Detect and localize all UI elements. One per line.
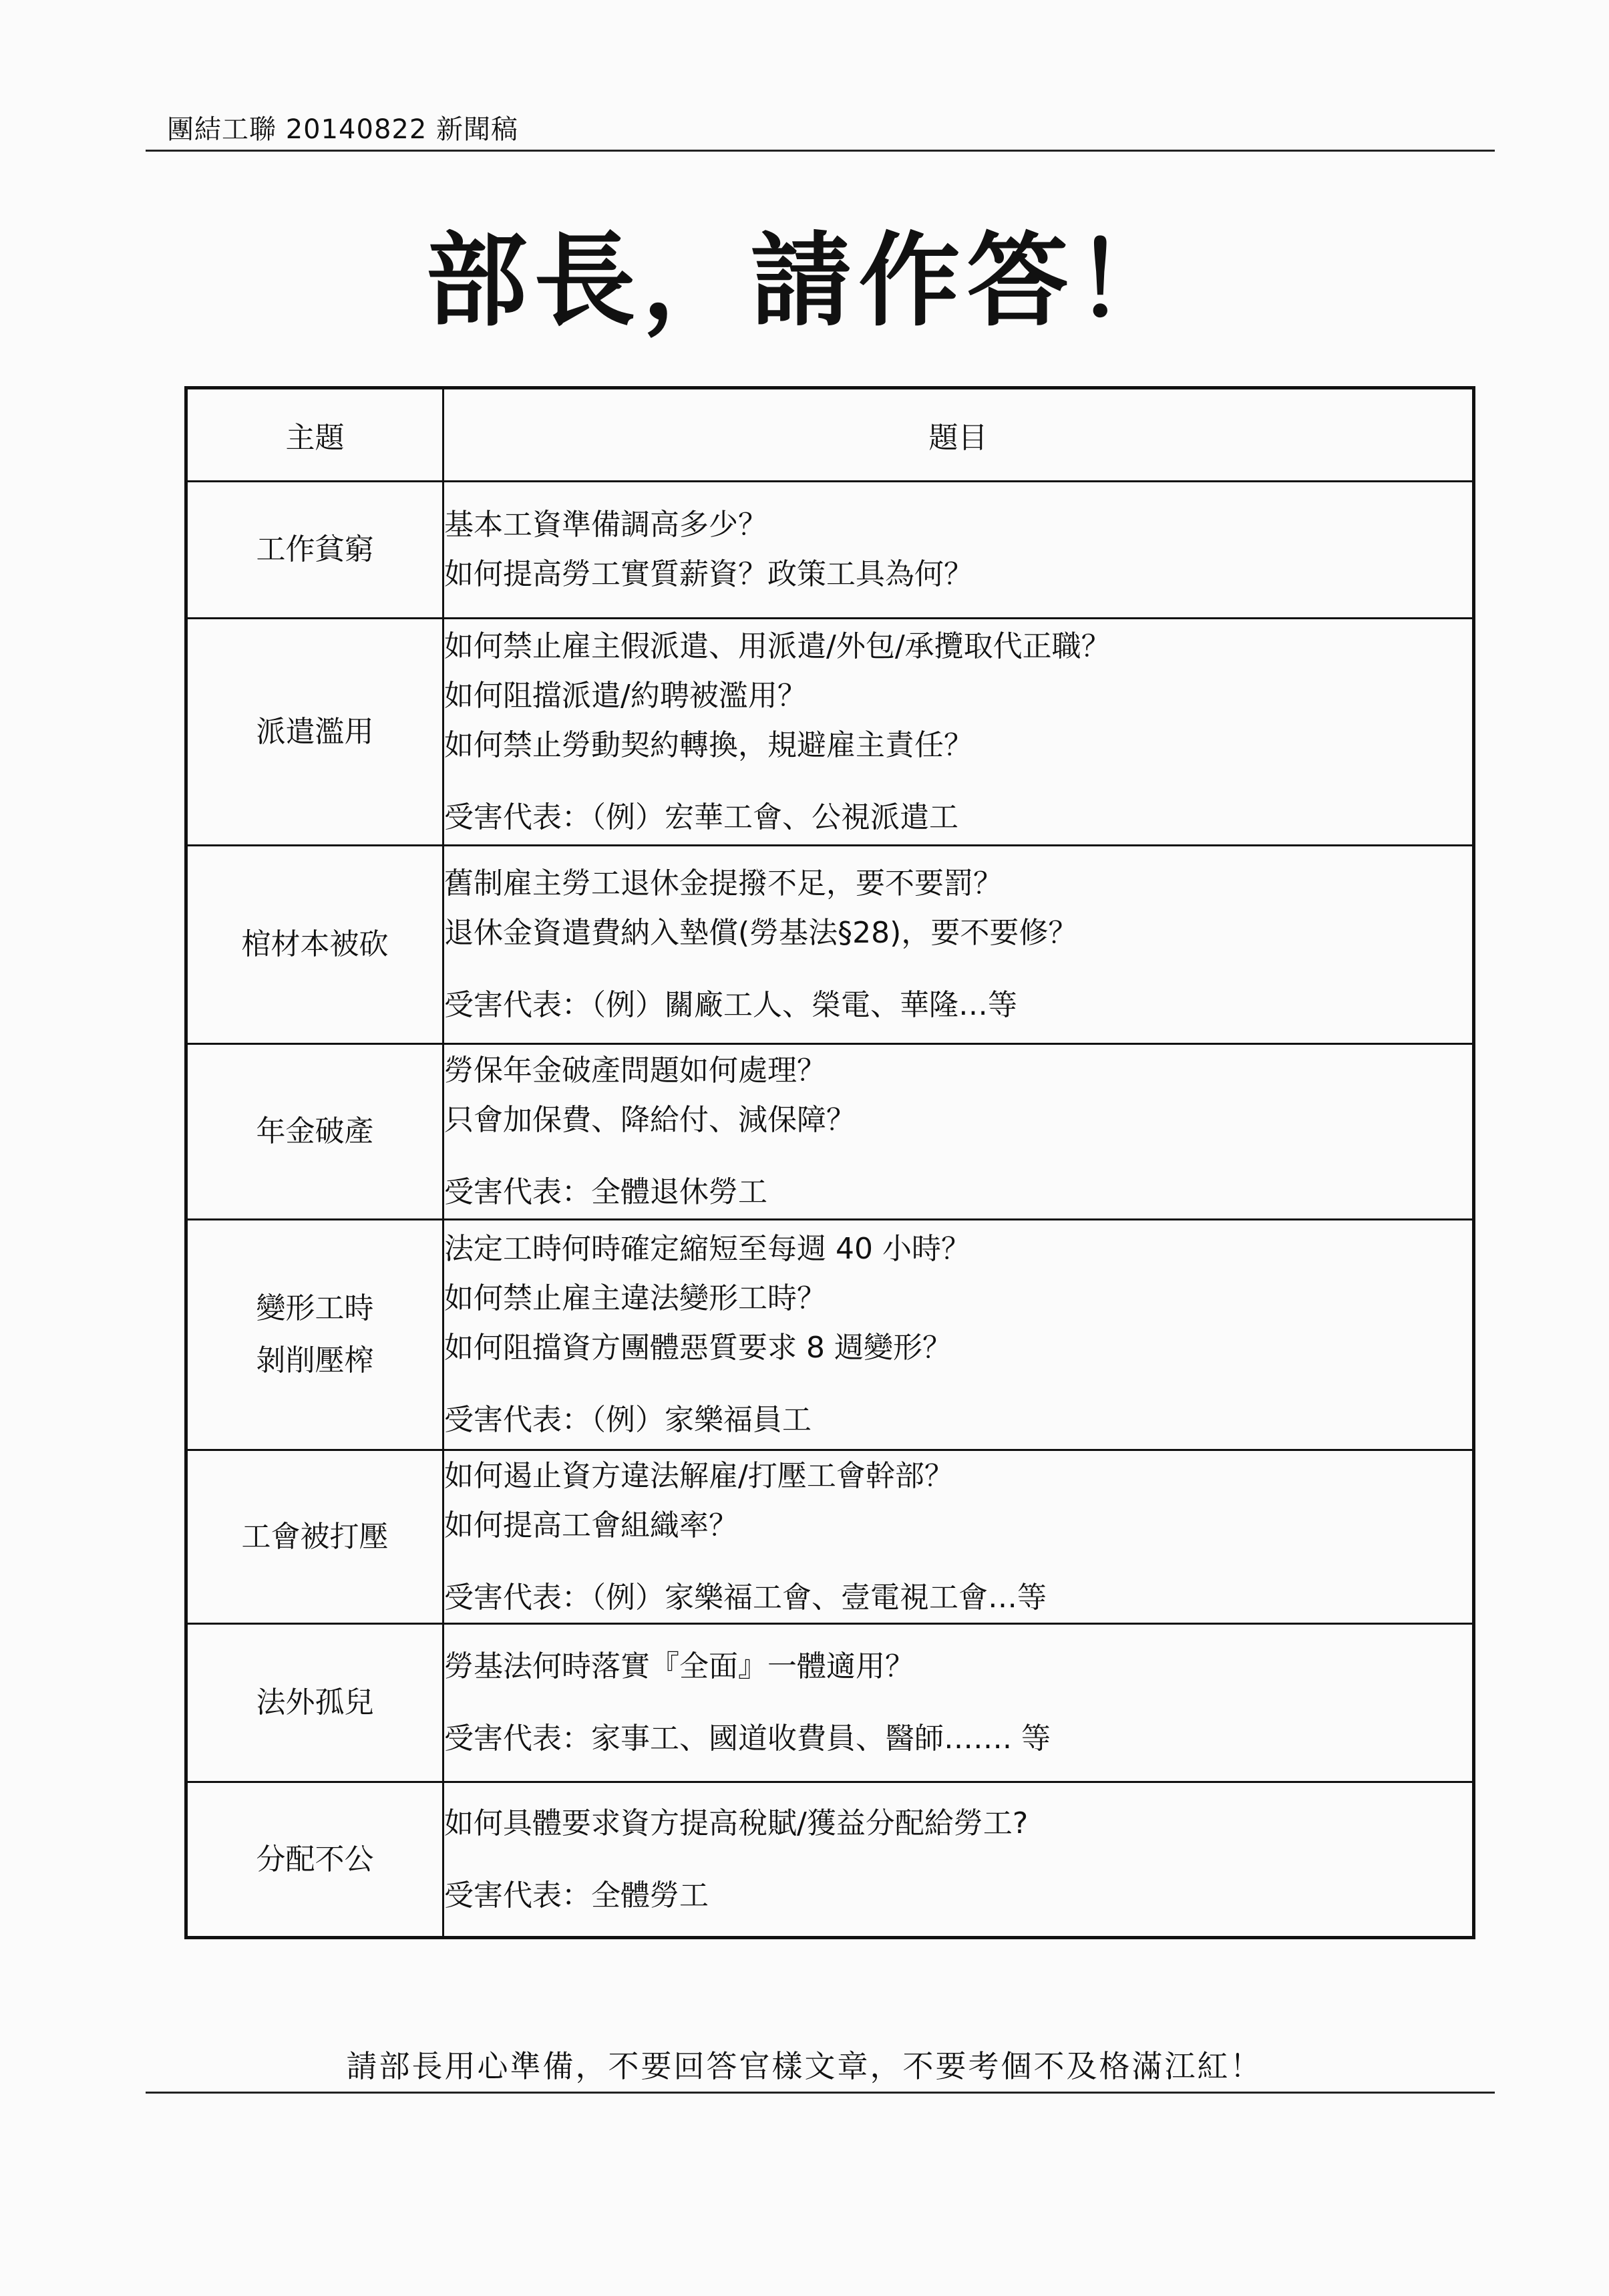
questions-cell	[443, 1044, 1474, 1220]
question-line: 如何禁止雇主假派遣、用派遣/外包/承攬取代正職？	[444, 629, 1111, 663]
question-line: 基本工資準備調高多少？	[444, 508, 767, 542]
topic-label: 派遣濫用	[256, 714, 374, 749]
question-line: 如何禁止勞動契約轉換，規避雇主責任？	[444, 727, 973, 762]
topic-label: 工會被打壓	[241, 1519, 389, 1554]
topic-cell	[186, 482, 443, 619]
page-title: 部長，請作答！	[425, 222, 1184, 340]
questions-cell	[443, 482, 1474, 619]
table-row	[186, 619, 1474, 846]
header-divider	[146, 150, 1495, 152]
footer-divider	[146, 2092, 1495, 2094]
topic-cell	[186, 846, 443, 1044]
victims-line: 受害代表：全體勞工	[444, 1878, 709, 1913]
victims-line: 受害代表：家事工、國道收費員、醫師……. 等	[444, 1721, 1051, 1756]
victims-line: 受害代表：（例）關廠工人、榮電、華隆…等	[444, 988, 1017, 1022]
questions-cell	[443, 1450, 1474, 1624]
table-header-row	[186, 388, 1474, 482]
topic-cell	[186, 1624, 443, 1782]
topic-cell	[186, 1450, 443, 1624]
question-line: 只會加保費、降給付、減保障？	[444, 1103, 856, 1137]
question-line: 退休金資遣費納入墊償(勞基法§28)，要不要修？	[444, 916, 1078, 950]
question-line: 勞基法何時落實『全面』一體適用？	[444, 1649, 914, 1683]
questions-table	[184, 386, 1475, 1939]
question-line: 如何提高勞工實質薪資？政策工具為何？	[444, 557, 973, 591]
questions-column-header: 題目	[443, 388, 1474, 482]
topic-label: 變形工時	[256, 1291, 374, 1325]
topic-label: 年金破產	[256, 1114, 374, 1148]
closing-statement: 請部長用心準備，不要回答官樣文章，不要考個不及格滿江紅！	[346, 2048, 1263, 2084]
topic-cell	[186, 1782, 443, 1938]
table-row	[186, 1782, 1474, 1938]
topic-label: 棺材本被砍	[241, 927, 389, 961]
question-line: 法定工時何時確定縮短至每週 40 小時？	[444, 1232, 970, 1266]
table-row	[186, 482, 1474, 619]
topic-cell	[186, 619, 443, 846]
victims-line: 受害代表：全體退休勞工	[444, 1175, 767, 1209]
victims-line: 受害代表：（例）家樂福員工	[444, 1403, 812, 1437]
table-row	[186, 846, 1474, 1044]
questions-cell	[443, 1782, 1474, 1938]
press-release-header: 團結工聯 20140822 新聞稿	[167, 114, 519, 145]
topic-label: 剝削壓榨	[256, 1343, 374, 1377]
victims-line: 受害代表：（例）宏華工會、公視派遣工	[444, 800, 958, 834]
victims-line: 受害代表：（例）家樂福工會、壹電視工會…等	[444, 1580, 1047, 1615]
topic-column-header: 主題	[186, 388, 443, 482]
questions-cell	[443, 1220, 1474, 1450]
table-row	[186, 1624, 1474, 1782]
topic-label: 分配不公	[256, 1842, 374, 1876]
topic-label: 工作貧窮	[256, 532, 374, 566]
question-line: 勞保年金破產問題如何處理？	[444, 1053, 826, 1088]
question-line: 如何遏止資方違法解雇/打壓工會幹部？	[444, 1458, 954, 1493]
question-line: 如何阻擋派遣/約聘被濫用？	[444, 678, 807, 713]
questions-cell	[443, 846, 1474, 1044]
topic-cell	[186, 1220, 443, 1450]
table-row	[186, 1220, 1474, 1450]
topic-cell	[186, 1044, 443, 1220]
question-line: 如何禁止雇主違法變形工時？	[444, 1281, 826, 1315]
topic-label: 法外孤兒	[256, 1685, 374, 1719]
table-row	[186, 1450, 1474, 1624]
question-line: 如何阻擋資方團體惡質要求 8 週變形？	[444, 1331, 952, 1365]
questions-cell	[443, 1624, 1474, 1782]
question-line: 如何具體要求資方提高稅賦/獲益分配給勞工?	[444, 1806, 1029, 1840]
questions-cell	[443, 619, 1474, 846]
table-row	[186, 1044, 1474, 1220]
question-line: 如何提高工會組織率？	[444, 1508, 738, 1542]
question-line: 舊制雇主勞工退休金提撥不足，要不要罰？	[444, 866, 1003, 900]
